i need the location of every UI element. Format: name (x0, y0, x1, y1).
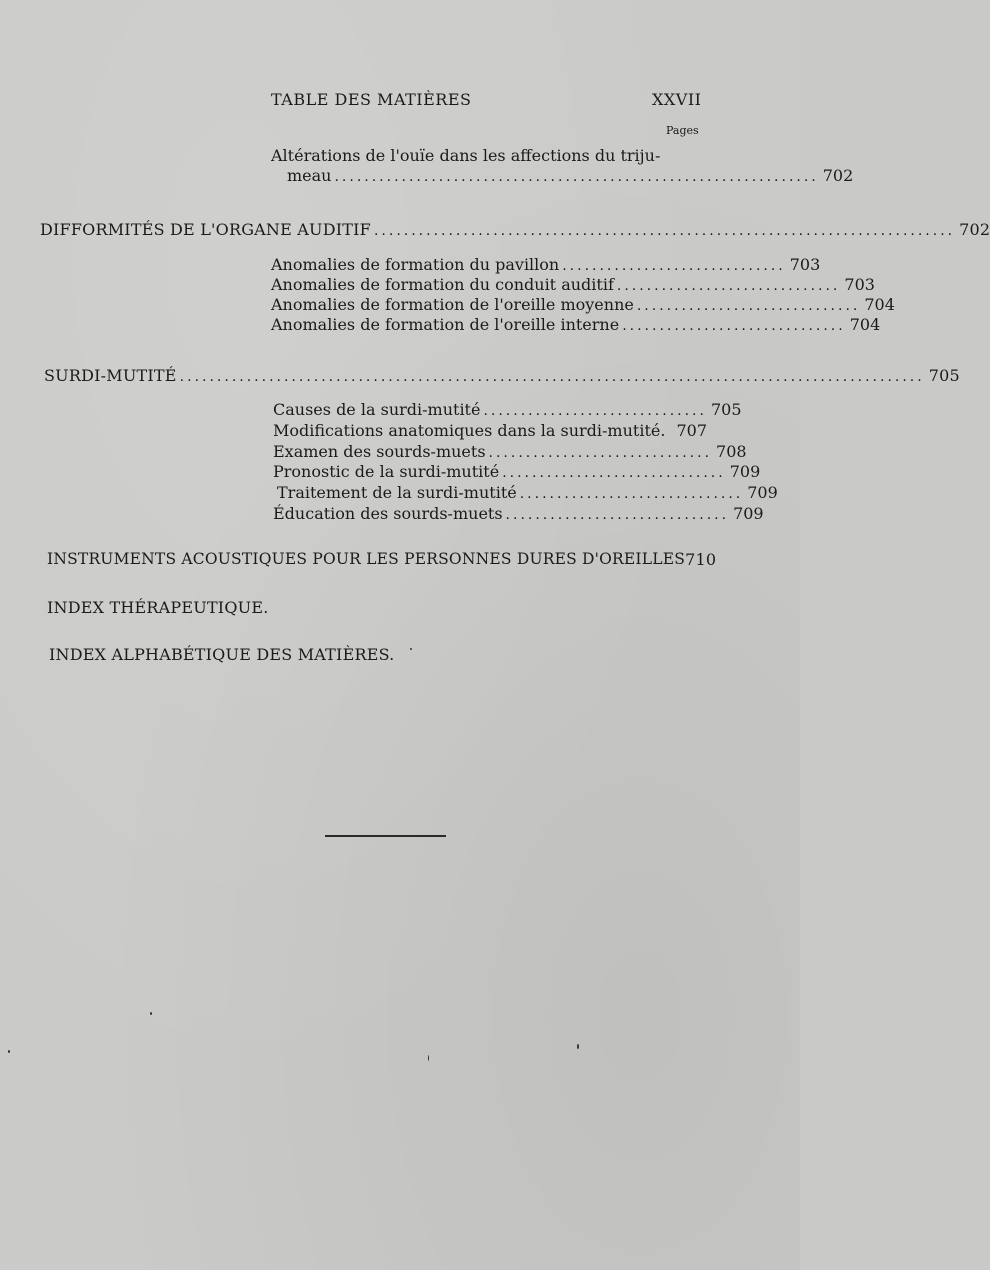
toc-page-number: 709 (747, 483, 778, 502)
toc-entry-label: Modifications anatomiques dans la surdi-mutité. (273, 421, 666, 440)
toc-section-title: DIFFORMITÉS DE L'ORGANE AUDITIF (40, 220, 371, 239)
toc-entry-label: meau (287, 166, 332, 185)
toc-entry (277, 483, 778, 504)
leader-dots: .............................................................................. (373, 223, 956, 239)
toc-entry (271, 275, 875, 296)
toc-entry (273, 504, 764, 525)
toc-page-number: 703 (844, 275, 875, 294)
toc-page-number: 708 (716, 442, 747, 461)
toc-section-index-therapeutique: INDEX THÉRAPEUTIQUE. (47, 598, 269, 617)
leader-dots: .................................................................................................... (179, 369, 925, 385)
toc-entry (273, 400, 742, 421)
toc-entry-alterations-line2 (287, 166, 854, 187)
toc-page-number: 705 (710, 400, 742, 419)
toc-section-difformites (40, 220, 990, 239)
toc-section-index-alphabetique: INDEX ALPHABÉTIQUE DES MATIÈRES. (49, 645, 395, 664)
leader-dots: .............................. (488, 445, 713, 461)
toc-page-number: 709 (733, 504, 764, 523)
toc-entry-label: Traitement de la surdi-mutité (277, 483, 517, 502)
leader-dots: .............................. (616, 278, 841, 294)
toc-entry (273, 462, 761, 483)
page-folio: XXVII (652, 90, 702, 109)
toc-section-surdimutite (44, 366, 960, 385)
pages-column-label: Pages (666, 124, 699, 137)
toc-entry-label: Anomalies de formation de l'oreille interne (271, 315, 620, 334)
leader-dots: .............................. (505, 507, 730, 523)
toc-page-number: 705 (928, 366, 960, 385)
toc-entry-label: Éducation des sourds-muets (273, 504, 503, 523)
toc-entry-label: Pronostic de la surdi-mutité (273, 462, 500, 481)
toc-page-number: 704 (864, 295, 895, 314)
running-head-title: TABLE DES MATIÈRES (271, 90, 472, 109)
leader-dots: .............................. (483, 403, 707, 419)
toc-entry-label: Anomalies de formation du pavillon (271, 255, 560, 274)
toc-section-instruments (47, 550, 717, 569)
toc-entry (273, 442, 747, 463)
leader-dots: .............................. (519, 486, 744, 502)
leader-dots: ................................................................. (334, 169, 819, 185)
closing-rule (325, 835, 446, 837)
toc-section-title: SURDI-MUTITÉ (44, 366, 177, 385)
toc-entry (273, 421, 707, 441)
toc-page-number: 704 (849, 315, 881, 334)
leader-dots: .............................. (502, 465, 726, 481)
toc-entry-label: Anomalies de formation du conduit auditif (271, 275, 614, 294)
toc-entry-label: Examen des sourds-muets (273, 442, 486, 461)
toc-section-title: INSTRUMENTS ACOUSTIQUES POUR LES PERSONNES DURES D'OREILLES (47, 550, 686, 568)
toc-entry-label: Causes de la surdi-mutité (273, 400, 481, 419)
leader-dots: .............................. (622, 318, 846, 334)
toc-entry (271, 315, 881, 336)
leader-dots: .............................. (562, 258, 786, 274)
toc-page-number: 707 (676, 421, 707, 440)
toc-entry (271, 255, 821, 276)
toc-entry-alterations-line1: Altérations de l'ouïe dans les affections du triju- (271, 146, 661, 165)
toc-page-number: 709 (729, 462, 761, 481)
toc-page-number: 702 (822, 166, 854, 185)
toc-page-number: 702 (959, 220, 990, 239)
toc-entry-label: Anomalies de formation de l'oreille moyenne (271, 295, 634, 314)
toc-page-number: 710 (685, 550, 717, 569)
toc-page-number: 703 (789, 255, 821, 274)
leader-dots: .............................. (636, 298, 861, 314)
toc-entry (271, 295, 895, 316)
